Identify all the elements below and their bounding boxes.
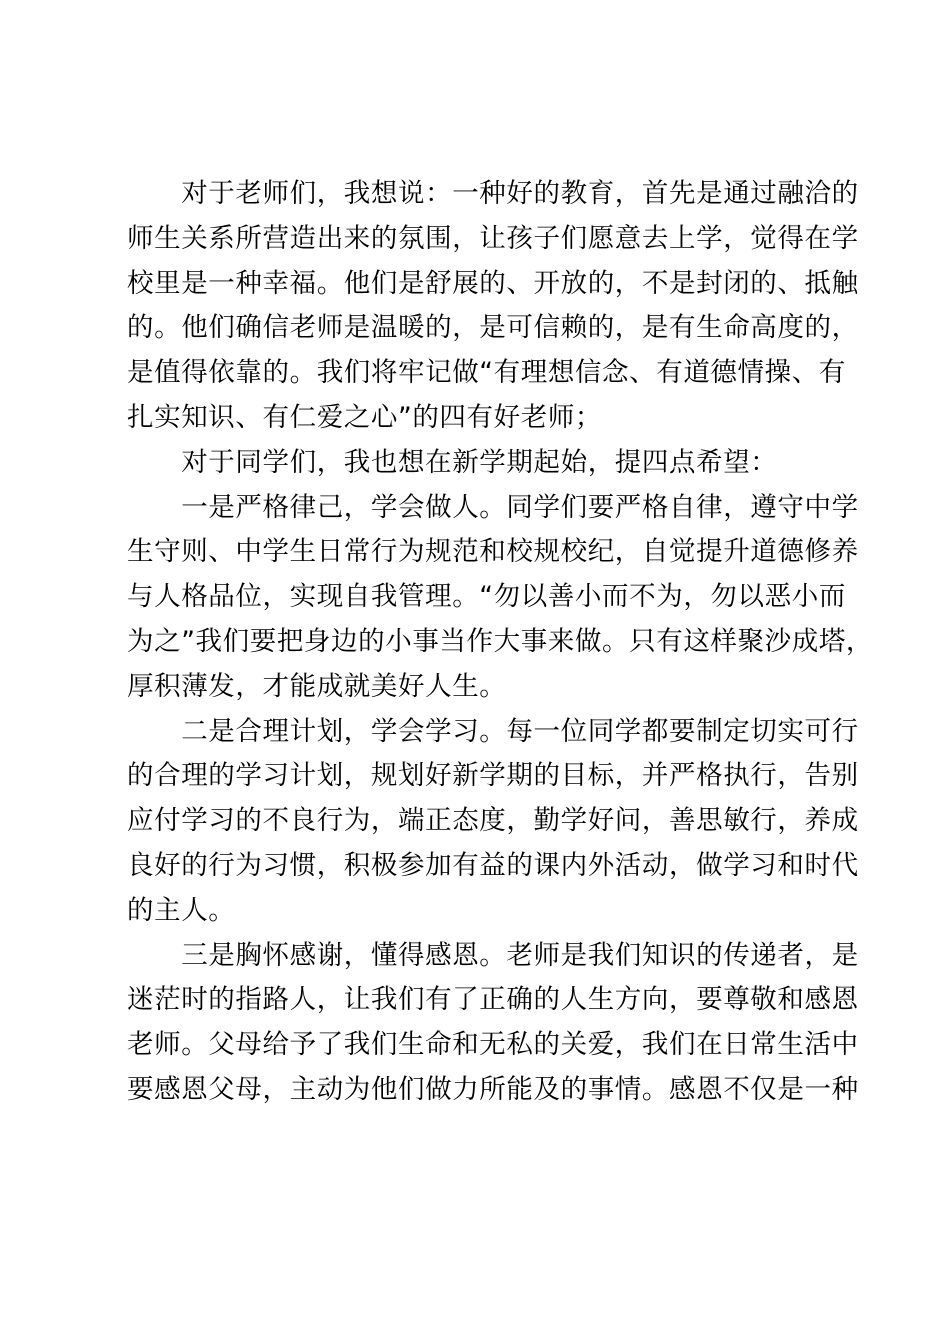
text-line: 应付学习的不良行为，端正态度，勤学好问，善思敏行，养成	[127, 805, 859, 837]
text-line: 对于同学们，我也想在新学期起始，提四点希望：	[127, 446, 778, 478]
text-line: 的合理的学习计划，规划好新学期的目标，并严格执行，告别	[127, 760, 859, 792]
text-line: 要感恩父母，主动为他们做力所能及的事情。感恩不仅是一种	[127, 1073, 859, 1105]
text-line: 生守则、中学生日常行为规范和校规校纪，自觉提升道德修养	[127, 536, 859, 568]
text-line: 二是合理计划，学会学习。每一位同学都要制定切实可行	[127, 715, 859, 747]
text-line: 校里是一种幸福。他们是舒展的、开放的，不是封闭的、抵触	[127, 267, 859, 299]
text-line: 扎实知识、有仁爱之心”的四有好老师；	[127, 401, 603, 433]
text-line: 三是胸怀感谢，懂得感恩。老师是我们知识的传递者，是	[127, 939, 859, 971]
text-line: 对于老师们，我想说：一种好的教育，首先是通过融洽的	[127, 178, 859, 209]
text-line: 良好的行为习惯，积极参加有益的课内外活动，做学习和时代	[127, 849, 859, 881]
text-line: 与人格品位，实现自我管理。“勿以善小而不为，勿以恶小而	[127, 581, 846, 613]
text-line: 为之”我们要把身边的小事当作大事来做。只有这样聚沙成塔，	[127, 625, 874, 657]
text-line: 一是严格律己，学会做人。同学们要严格自律，遵守中学	[127, 491, 859, 523]
document-body	[127, 172, 874, 1113]
text-line: 的主人。	[127, 894, 236, 926]
text-line: 厚积薄发，才能成就美好人生。	[127, 670, 507, 702]
text-line: 迷茫时的指路人，让我们有了正确的人生方向，要尊敬和感恩	[127, 984, 859, 1016]
text-line: 师生关系所营造出来的氛围，让孩子们愿意去上学，觉得在学	[127, 222, 859, 254]
text-line: 老师。父母给予了我们生命和无私的关爱，我们在日常生活中	[127, 1029, 859, 1061]
text-line: 是值得依靠的。我们将牢记做“有理想信念、有道德情操、有	[127, 357, 846, 389]
text-line: 的。他们确信老师是温暖的，是可信赖的，是有生命高度的，	[127, 312, 859, 344]
